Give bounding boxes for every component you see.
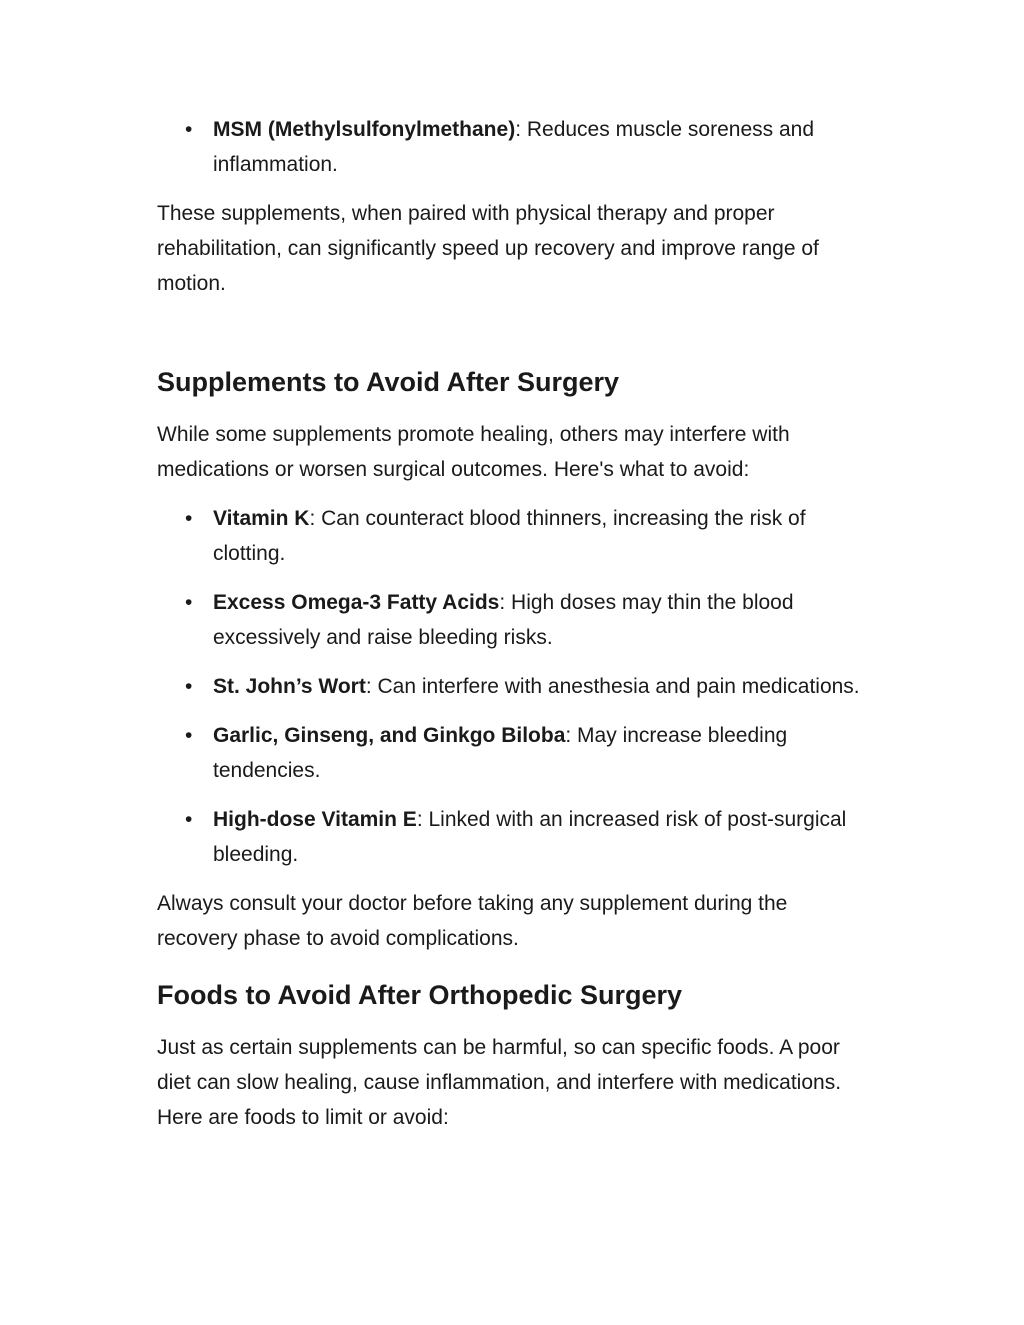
list-item bbox=[157, 585, 867, 655]
paragraph-recovery: These supplements, when paired with physical therapy and proper rehabilitation, can significantly speed up recovery and improve range of motion. bbox=[157, 202, 819, 295]
paragraph-supplements-intro: While some supplements promote healing, others may interfere with medications or worsen surgical outcomes. Here's what to avoid: bbox=[157, 423, 790, 481]
bullet-text: : Linked with an increased risk of post-surgical bleeding. bbox=[213, 808, 847, 866]
bullet-term: Excess Omega-3 Fatty Acids bbox=[213, 591, 500, 614]
heading-foods-to-avoid: Foods to Avoid After Orthopedic Surgery bbox=[157, 980, 683, 1010]
paragraph-consult-doctor: Always consult your doctor before taking any supplement during the recovery phase to avoid complications. bbox=[157, 892, 788, 950]
bullet-term: Vitamin K bbox=[213, 507, 310, 530]
bullet-text: : May increase bleeding tendencies. bbox=[213, 724, 788, 782]
heading-supplements-to-avoid: Supplements to Avoid After Surgery bbox=[157, 367, 620, 397]
document-content bbox=[157, 112, 867, 1149]
bullet-term: Garlic, Ginseng, and Ginkgo Biloba bbox=[213, 724, 566, 747]
bullet-icon: • bbox=[185, 808, 193, 831]
bullet-icon: • bbox=[185, 724, 193, 747]
bullet-text: : Reduces muscle soreness and inflammation. bbox=[213, 118, 815, 176]
supplements-avoid-list bbox=[157, 501, 867, 872]
list-item bbox=[157, 802, 867, 872]
bullet-icon: • bbox=[185, 591, 193, 614]
list-item bbox=[157, 718, 867, 788]
bullet-term: High-dose Vitamin E bbox=[213, 808, 417, 831]
bullet-text: : Can counteract blood thinners, increasing the risk of clotting. bbox=[213, 507, 806, 565]
paragraph-foods-intro: Just as certain supplements can be harmful, so can specific foods. A poor diet can slow healing, cause inflammation, and interfere with medications. Here are foods to limit or avoid: bbox=[157, 1036, 842, 1129]
bullet-term: MSM (Methylsulfonylmethane) bbox=[213, 118, 516, 141]
list-item bbox=[157, 501, 867, 571]
bullet-icon: • bbox=[185, 507, 193, 530]
bullet-text: : Can interfere with anesthesia and pain medications. bbox=[365, 675, 860, 698]
bullet-icon: • bbox=[185, 118, 193, 141]
bullet-icon: • bbox=[185, 675, 193, 698]
list-item bbox=[157, 112, 867, 182]
list-item bbox=[157, 669, 867, 704]
bullet-text: : High doses may thin the blood excessively and raise bleeding risks. bbox=[213, 591, 794, 649]
top-bullet-list bbox=[157, 112, 867, 182]
bullet-term: St. John’s Wort bbox=[213, 675, 366, 698]
